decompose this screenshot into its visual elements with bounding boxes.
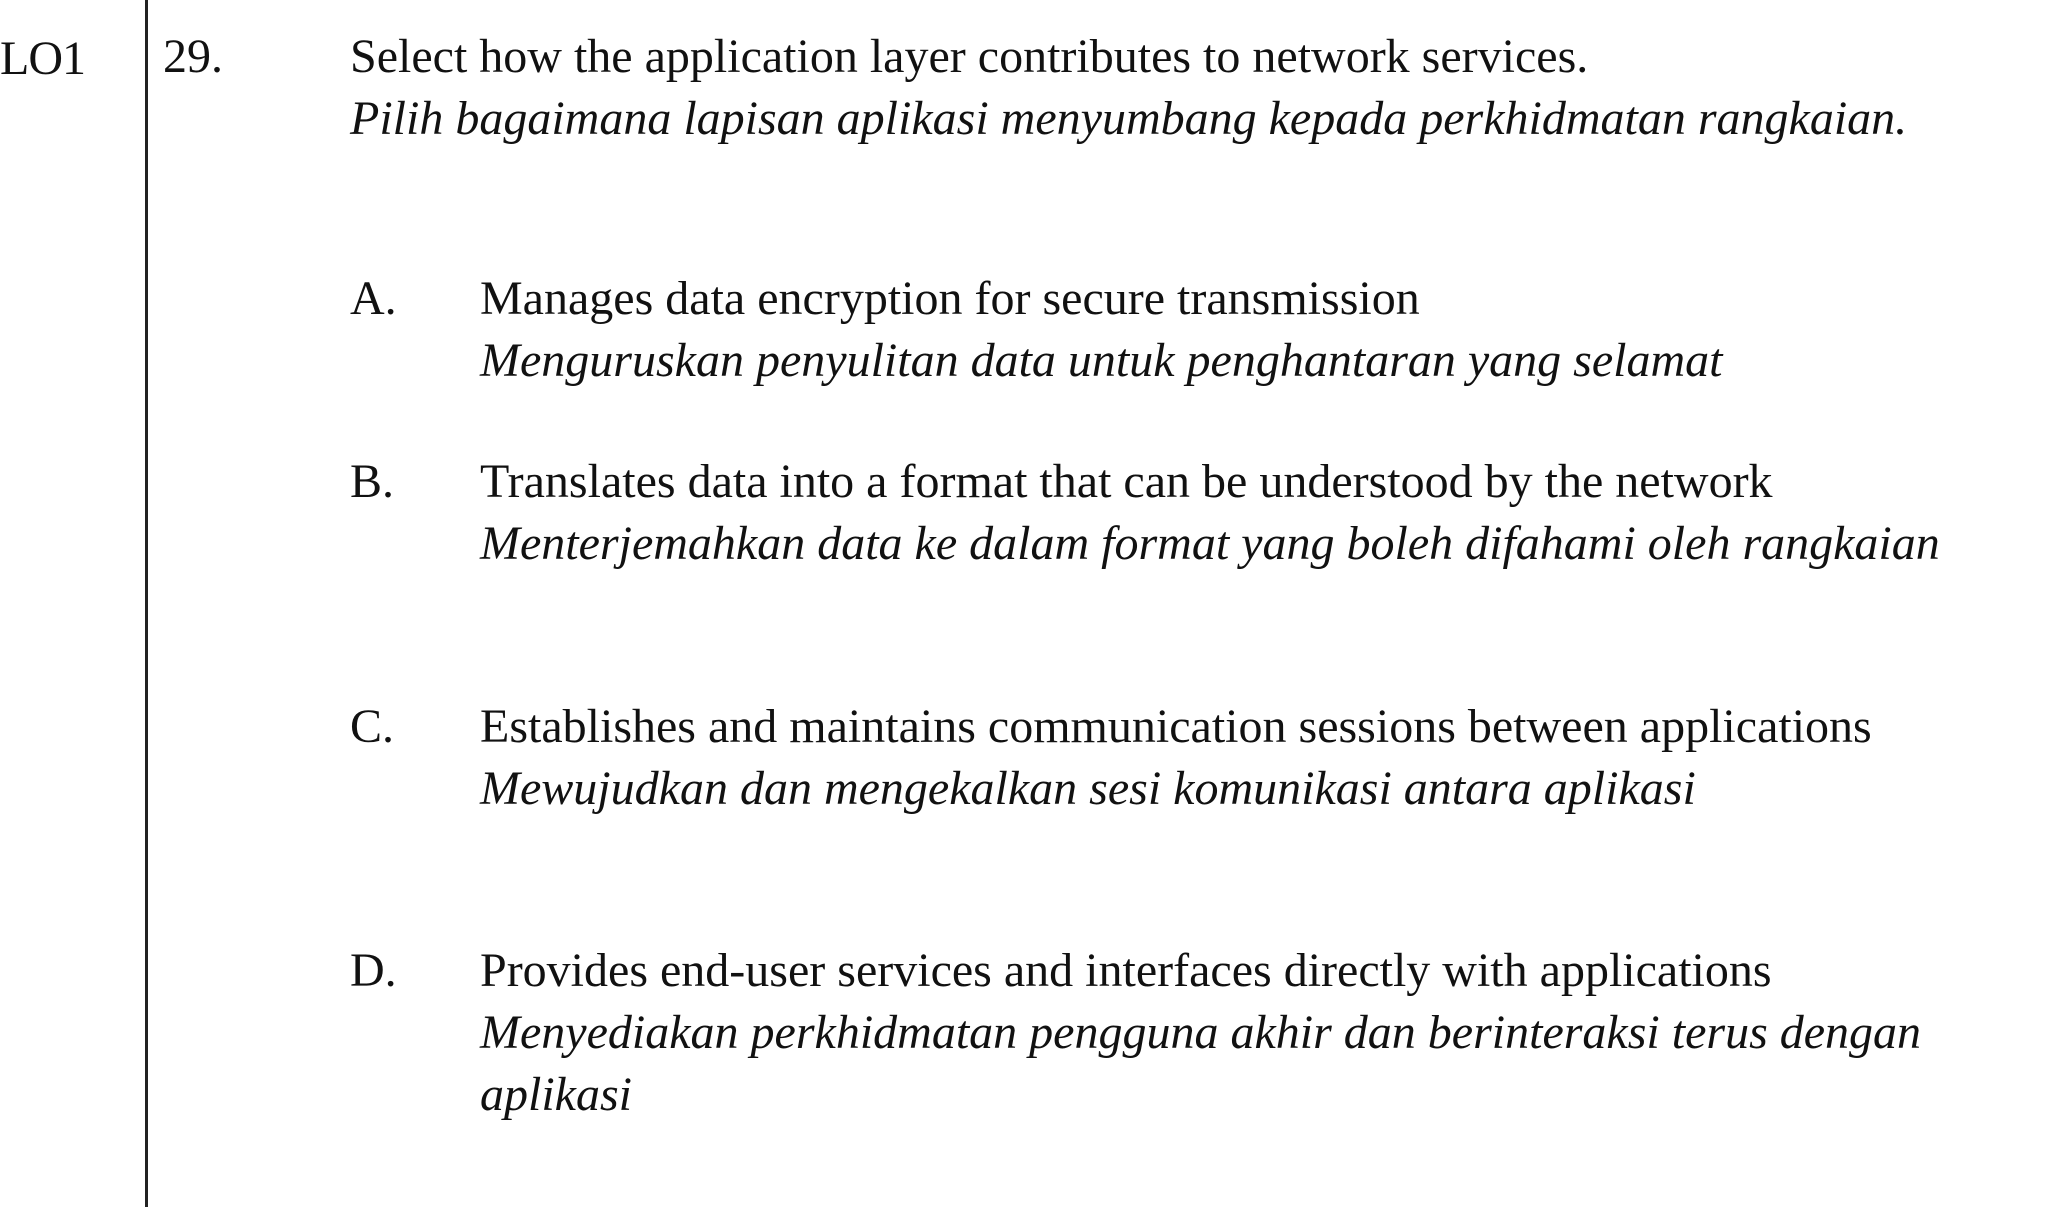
- option-text: [480, 696, 2050, 820]
- option-letter: B.: [350, 455, 395, 508]
- question-text-english: Select how the application layer contributes to network services.: [350, 30, 1589, 83]
- question-stem: [350, 26, 2030, 150]
- option-text-english: Translates data into a format that can be understood by the network: [480, 455, 1773, 508]
- option-text-english: Manages data encryption for secure transmission: [480, 272, 1420, 325]
- option-text-malay: Mewujudkan dan mengekalkan sesi komunikasi antara aplikasi: [480, 762, 1696, 815]
- option-letter: A.: [350, 272, 397, 325]
- column-divider: [145, 0, 148, 1207]
- option-text: [480, 268, 2050, 392]
- question-text-malay: Pilih bagaimana lapisan aplikasi menyumbang kepada perkhidmatan rangkaian.: [350, 92, 1908, 145]
- option-letter: D.: [350, 944, 397, 997]
- learning-outcome-code: LO1: [0, 32, 85, 85]
- option-text: [480, 451, 2050, 575]
- question-number: 29.: [163, 30, 223, 83]
- option-text-malay: Menterjemahkan data ke dalam format yang boleh difahami oleh rangkaian: [480, 517, 1940, 570]
- option-text-english: Establishes and maintains communication sessions between applications: [480, 700, 1872, 753]
- option-text-malay: Menyediakan perkhidmatan pengguna akhir dan berinteraksi terus dengan aplikasi: [480, 1006, 1922, 1121]
- option-letter: C.: [350, 700, 395, 753]
- option-text: [480, 940, 2050, 1126]
- option-text-english: Provides end-user services and interfaces directly with applications: [480, 944, 1772, 997]
- option-text-malay: Menguruskan penyulitan data untuk penghantaran yang selamat: [480, 334, 1723, 387]
